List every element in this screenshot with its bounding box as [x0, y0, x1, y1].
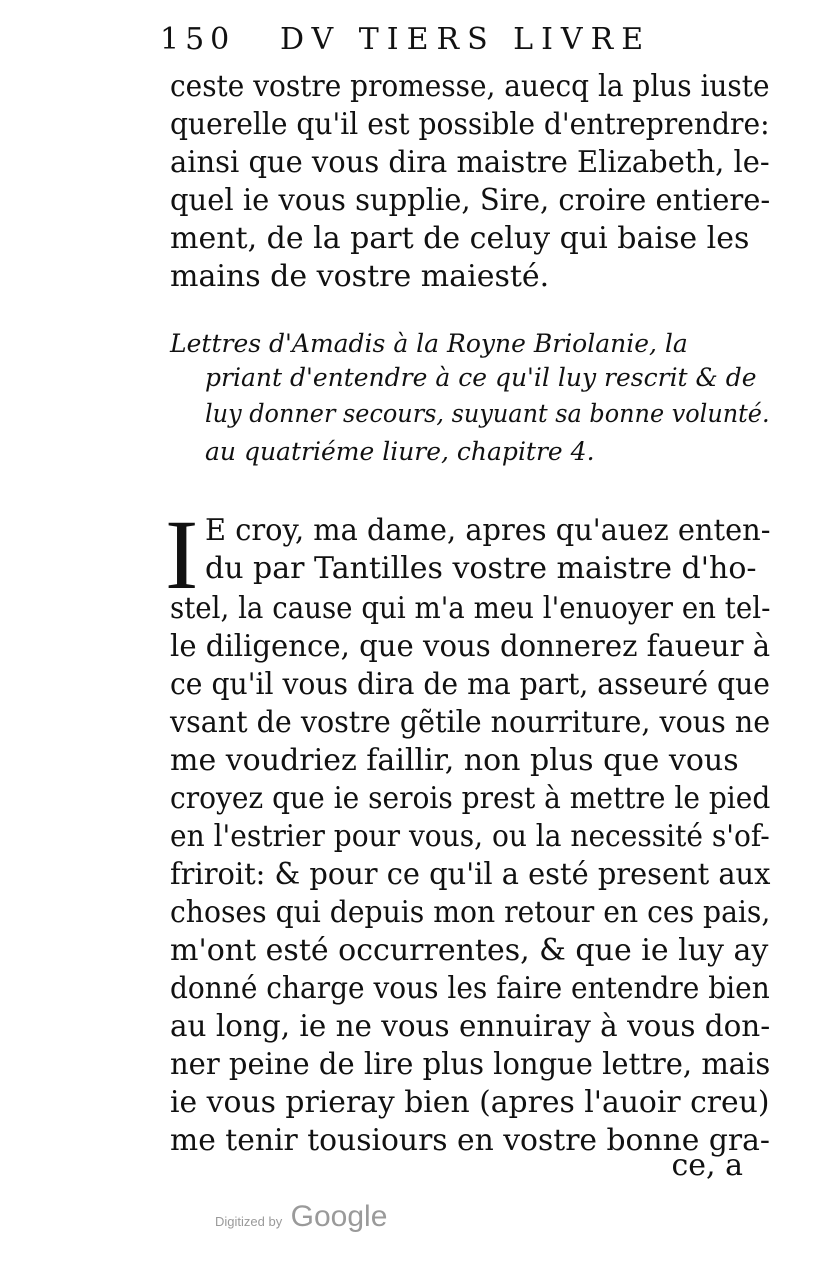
text-line: ce qu'il vous dira de ma part, asseuré que: [170, 667, 770, 702]
page-number: 150: [160, 22, 236, 57]
text-line: ainsi que vous dira maistre Elizabeth, le-: [170, 145, 770, 180]
text-line: ie vous prieray bien (apres l'auoir creu): [170, 1085, 770, 1120]
text-line: donné charge vous les faire entendre bien: [170, 971, 770, 1006]
text-line: croyez que ie serois prest à mettre le pied: [170, 781, 771, 816]
heading-line: luy donner secours, suyuant sa bonne volunté.: [205, 399, 770, 428]
drop-capital: I: [165, 499, 199, 610]
text-line: E croy, ma dame, apres qu'auez enten-: [205, 513, 771, 548]
text-line: ner peine de lire plus longue lettre, mais: [170, 1047, 771, 1082]
text-line: me voudriez faillir, non plus que vous: [170, 743, 739, 778]
digitized-by-label: Digitized by: [215, 1214, 283, 1229]
text-line: friroit: & pour ce qu'il a esté present aux: [170, 857, 771, 892]
text-line: le diligence, que vous donnerez faueur à: [170, 629, 771, 664]
text-line: stel, la cause qui m'a meu l'enuoyer en tel-: [170, 591, 771, 626]
text-line: vsant de vostre gẽtile nourriture, vous ne: [170, 705, 771, 740]
google-logo: Google: [290, 1200, 388, 1233]
heading-line: priant d'entendre à ce qu'il luy rescrit & de: [205, 363, 757, 392]
text-line: ceste vostre promesse, auecq la plus iuste: [170, 69, 770, 104]
text-line: en l'estrier pour vous, ou la necessité s'of-: [170, 819, 770, 854]
running-head: DV TIERS LIVRE: [280, 22, 652, 57]
digitization-watermark: [215, 1200, 387, 1234]
text-line: me tenir tousiours en vostre bonne gra-: [170, 1123, 770, 1158]
text-line: ment, de la part de celuy qui baise les: [170, 221, 750, 256]
text-line: m'ont esté occurrentes, & que ie luy ay: [170, 933, 769, 968]
page-header: [160, 22, 660, 62]
text-line: mains de vostre maiesté.: [170, 259, 550, 294]
text-line: au long, ie ne vous ennuiray à vous don-: [170, 1009, 771, 1044]
text-line: choses qui depuis mon retour en ces pais,: [170, 895, 771, 930]
catchword: ce, a: [671, 1148, 743, 1183]
text-line: du par Tantilles vostre maistre d'ho-: [205, 551, 757, 586]
heading-line: au quatriéme liure, chapitre 4.: [205, 437, 595, 466]
text-line: querelle qu'il est possible d'entreprendre:: [170, 107, 770, 142]
heading-line: Lettres d'Amadis à la Royne Briolanie, la: [170, 329, 688, 358]
text-line: quel ie vous supplie, Sire, croire entiere-: [170, 183, 771, 218]
